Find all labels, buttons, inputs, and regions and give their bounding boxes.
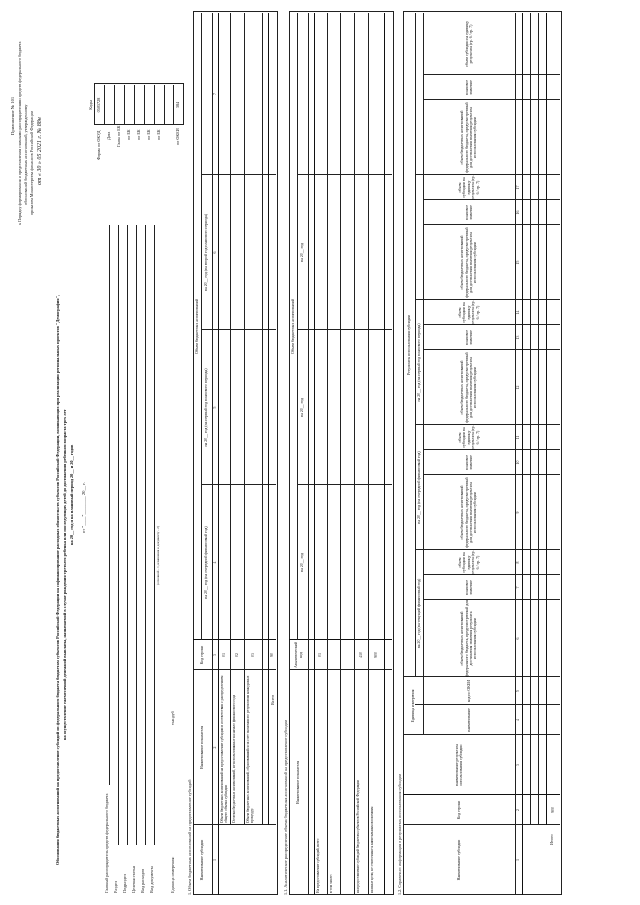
codes-frame xyxy=(94,83,184,125)
s12-y2-volume: объем бюджетных ассигнований федерального бюджета, предусмотренный для достижения значения результата использования субсидии xyxy=(460,477,478,548)
s12-col-line: Код строки xyxy=(456,800,461,820)
s11-col-code: Аналитический код xyxy=(294,641,303,669)
s12-y5-volume: объем бюджетных ассигнований федерального бюджета, предусмотренный для достижения значения результата использования субсидии xyxy=(460,102,478,173)
req-line-doctype xyxy=(154,225,155,845)
codes-header: Коды xyxy=(88,100,93,110)
s11-row-1-code: 01 xyxy=(318,653,323,657)
s1-col-name: Наименование субсидии xyxy=(200,839,205,881)
s12-num-5: 5 xyxy=(516,690,521,692)
code-okei: 384 xyxy=(175,101,180,109)
s1-total-label: Всего xyxy=(270,694,275,705)
s12-y1-volume: объем бюджетных ассигнований федерального бюджета, предусмотренный для достижения значения результата использования субсидии xyxy=(460,600,478,677)
date-mid: " xyxy=(81,514,86,517)
s11-year-3: на 20__ год xyxy=(300,243,305,262)
req-line-subsection xyxy=(127,225,128,845)
code-okud: 0505728 xyxy=(96,97,101,113)
appendix-number: Приложение № 101 xyxy=(10,96,15,135)
section1-1-title: 1.1. Аналитическое распределение объема бюджетных ассигнований на предоставление субсидии xyxy=(283,719,288,895)
req-line-section xyxy=(118,225,119,845)
code-label-bk-1: по БК xyxy=(126,129,131,140)
form-title-line-3: на 20__ год и на плановый период 20__ и 20__ годов xyxy=(69,444,74,545)
s12-num-17: 17 xyxy=(516,185,521,190)
s1-year-3-label: на 20__ год xyxy=(204,272,209,292)
s12-y1-per-unit: объем субсидии на единицу результата (гр. 6 / гр. 7) xyxy=(457,550,480,575)
form-date: от "____"________ 20__ г. xyxy=(81,482,86,533)
date-suffix: г. xyxy=(81,482,86,485)
s12-year-3-sub: (на первый год планового периода) xyxy=(416,323,421,382)
s12-year-2-label: на 20__ год xyxy=(416,504,421,524)
req-label-target: Целевая статья xyxy=(131,866,136,893)
s12-year-2 xyxy=(415,425,423,550)
s1-year-current xyxy=(201,485,212,640)
appendix-line-2: обоснований бюджетных ассигнований, утвержденному xyxy=(23,104,28,205)
s12-num-7: 7 xyxy=(516,586,521,589)
s1-row-3-code: 03 xyxy=(250,653,255,657)
s1-row-1-name: Объем бюджетных ассигнований на предоставление субсидии в соответствии с распределением общего объема субсидии xyxy=(220,675,229,823)
s12-total-code: 900 xyxy=(550,807,555,813)
s12-year-3-label: на 20__ год xyxy=(416,382,421,402)
s12-unit-group: Единица измерения xyxy=(410,689,415,723)
doctype-hint: (основной - 1, изменения к документу - 2) xyxy=(156,526,160,585)
s12-y4-planned: плановое значение xyxy=(464,204,473,221)
section1-2-title: 1.2. Справочно: информация о результатах использования субсидии xyxy=(397,773,402,895)
s12-num-9: 9 xyxy=(516,511,521,514)
req-label-subsection: Подраздел xyxy=(122,874,127,893)
s12-num-4: 4 xyxy=(516,719,521,721)
s12-num-11: 11 xyxy=(516,435,521,440)
appendix-date: от « 30 » 05 2021 г. № 88н xyxy=(37,117,43,185)
s11-row-4-name: на иные цели, не отнесенные к капитальным вложениям xyxy=(370,806,374,893)
req-label-doctype: Вид документа xyxy=(149,866,154,893)
s12-num-13: 13 xyxy=(516,335,521,340)
s12-year-1-sub: (на текущий финансовый год) xyxy=(416,578,421,629)
s1-year-current-label: на 20__ год xyxy=(204,579,209,599)
s1-year-current-sub: (на очередной финансовый год) xyxy=(204,526,209,579)
s12-unit-okei: код по ОКЕИ xyxy=(466,679,471,703)
s12-num-3: 3 xyxy=(516,764,521,766)
req-line-grbs xyxy=(109,225,110,785)
s1-year-3 xyxy=(201,175,212,330)
section1-title: 1. Объем бюджетных ассигнований на предоставление субсидий xyxy=(187,779,192,895)
s1-num-7: 7 xyxy=(212,93,217,95)
s12-y2-planned: плановое значение xyxy=(464,454,473,471)
s12-num-15: 15 xyxy=(516,260,521,265)
req-line-expense xyxy=(145,225,146,845)
date-year: 20 xyxy=(81,490,86,496)
code-label-bk-2: по БК xyxy=(136,129,141,140)
code-label-bk-3: по БК xyxy=(146,129,151,140)
s1-col-line: Код строки xyxy=(200,645,205,665)
req-label-unit: Единица измерения: xyxy=(170,856,175,893)
s1-year-2-sub: (на первый год планового периода) xyxy=(204,368,209,427)
code-label-bk-4: по БК xyxy=(156,129,161,140)
s1-col-indicator: Наименование показателя xyxy=(200,725,205,770)
s12-num-6: 6 xyxy=(516,637,521,640)
s1-row-2-code: 02 xyxy=(234,653,239,657)
s12-y4-volume: объем бюджетных ассигнований федерального бюджета, предусмотренный для достижения значения результата использования субсидии xyxy=(460,227,478,298)
req-label-expense: Вид расходов xyxy=(140,868,145,893)
s1-num-4: 4 xyxy=(212,561,217,564)
s12-year-1-label: на 20__ год xyxy=(416,629,421,649)
s12-num-2: 2 xyxy=(516,809,521,811)
s12-y1-planned: плановое значение xyxy=(464,579,473,596)
s1-num-2: 2 xyxy=(212,746,217,749)
s12-y4-per-unit: объем субсидии на единицу результата (гр. 6 / гр. 7) xyxy=(457,175,480,200)
s12-num-1: 1 xyxy=(516,859,521,861)
code-label-glava: Глава по БК xyxy=(116,125,121,147)
s12-y5-planned: плановое значение xyxy=(464,79,473,96)
s11-col-name: Наименование показателя xyxy=(296,760,301,805)
s1-row-2-name: Остатки бюджетных ассигнований, не использованные на начало финансового года xyxy=(232,694,236,823)
s12-year-1 xyxy=(415,550,423,677)
s12-y3-volume: объем бюджетных ассигнований федерального бюджета, предусмотренный для достижения значения результата использования субсидии xyxy=(460,352,478,423)
s11-row-3-name: на предоставление субсидий бюджетам субъектов Российской Федерации xyxy=(356,779,360,893)
code-label-okud: Форма по ОКУД xyxy=(96,130,101,160)
s11-row-4-code: 900 xyxy=(373,652,378,658)
req-line-target xyxy=(136,225,137,845)
s1-year-2-label: на 20__ год xyxy=(204,427,209,447)
s1-group: Объем бюджетных ассигнований xyxy=(194,299,199,354)
form-title-line-2: на осуществление ежемесячной денежной выплаты, назначаемой в случае рождения третьего ребенка или последующих детей до достижения ребенком возраста трех лет xyxy=(62,409,67,740)
s12-num-16: 16 xyxy=(516,210,521,215)
s11-group: Объем бюджетных ассигнований xyxy=(290,299,295,354)
s1-num-3: 3 xyxy=(212,654,217,656)
form-title-line-1: Обоснования бюджетных ассигнований на предоставление субсидий из федерального бюджета бюджетам субъектов Российской Федерации на софинансирование расходных обязательств субъектов Российской Федерации, возникающих при реализации региональных проектов "Демография", xyxy=(55,294,60,865)
unit-value: тыс.руб xyxy=(170,711,175,725)
s1-num-6: 6 xyxy=(212,251,217,254)
date-prefix: от " xyxy=(81,525,86,533)
s11-row-3-code: 410 xyxy=(358,652,363,658)
s11-row-1-name: На предоставление субсидий, всего xyxy=(316,838,320,893)
s12-col-result: наименование результата использования субсидии xyxy=(454,744,463,786)
s12-y3-planned: плановое значение xyxy=(464,329,473,346)
code-label-date: Дата xyxy=(106,131,111,140)
s1-row-1-code: 01 xyxy=(221,653,226,657)
s12-num-14: 14 xyxy=(516,310,521,315)
s1-row-3-name: Объем бюджетных ассигнований, образовавшийся за счет экономии по результатам конкурсных процедур xyxy=(246,675,255,823)
code-label-okei: по ОКЕИ xyxy=(175,128,180,145)
s1-year-2 xyxy=(201,330,212,485)
s11-year-1: на 20__ год xyxy=(300,553,305,572)
s12-year-2-sub: (на очередной финансовый год) xyxy=(416,451,421,504)
s12-unit-name: наименование xyxy=(466,708,471,732)
s12-y3-per-unit: объем субсидии на единицу результата (гр. 6 / гр. 7) xyxy=(457,300,480,325)
s12-num-10: 10 xyxy=(516,460,521,465)
s12-col-name: Наименование субсидии xyxy=(456,839,461,881)
appendix-line-3: приказом Министерства финансов Российской Федерации xyxy=(29,110,34,215)
req-label-section: Раздел xyxy=(113,881,118,893)
s1-total-code: 90 xyxy=(269,653,274,657)
req-label-grbs: Главный распорядитель средств федерального бюджета xyxy=(104,793,109,893)
s12-result-group: Результаты использования субсидии xyxy=(406,314,411,376)
s12-year-3 xyxy=(415,300,423,425)
s12-num-12: 12 xyxy=(516,385,521,390)
s12-total-label: Итого xyxy=(549,834,554,845)
appendix-line-1: к Порядку формирования и представления главными распорядителями средств федерального бюджета xyxy=(17,41,22,225)
s11-year-2: на 20__ год xyxy=(300,398,305,417)
s12-y2-per-unit: объем субсидии на единицу результата (гр. 6 / гр. 7) xyxy=(457,425,480,450)
s12-y5-per-unit: объем субсидии на единицу результата (гр. 6 / гр. 7) xyxy=(464,20,473,68)
s1-year-3-sub: (на второй год планового периода) xyxy=(204,213,209,272)
s12-num-8: 8 xyxy=(516,561,521,564)
s1-num-1: 1 xyxy=(212,859,217,861)
s11-row-2-name: в том числе: xyxy=(329,874,333,893)
s1-num-5: 5 xyxy=(212,406,217,409)
